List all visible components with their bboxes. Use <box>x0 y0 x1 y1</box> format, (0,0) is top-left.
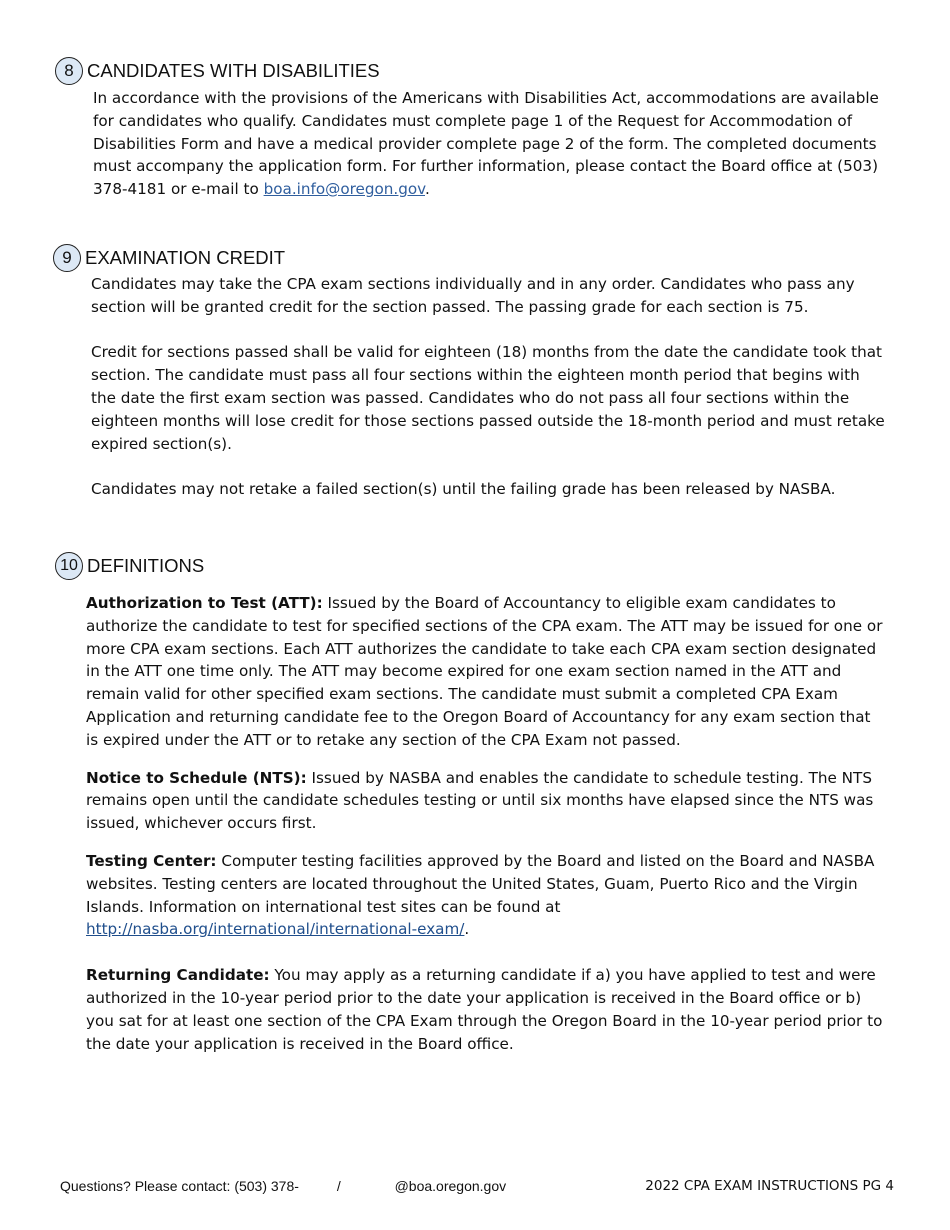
section-9-body <box>91 273 889 501</box>
section-number-badge: 10 <box>55 552 83 580</box>
paragraph-text: In accordance with the provisions of the Americans with Disabilities Act, accommodations are available for candidates who qualify. Candidates must complete page 1 of the Request for Accommodation of Disabilities Form and have a medical provider complete page 2 of the form. The completed documents must accompany the application form. For further information, please contact the Board office at (503) 378-4181 or e-mail to <box>93 89 879 199</box>
footer-email: @boa.oregon.gov <box>394 1178 507 1194</box>
definition-text: Computer testing facilities approved by the Board and listed on the Board and NASBA websites. Testing centers are located throughout the United States, Guam, Puerto Rico and the Virgin Islands. Information on international test sites can be found at <box>86 851 875 916</box>
paragraph: Credit for sections passed shall be valid for eighteen (18) months from the date the candidate took that section. The candidate must pass all four sections within the eighteen month period that begins with the date the first exam section was passed. Candidates who do not pass all four sections within the eighteen months will lose credit for those sections passed outside the 18-month period and must retake expired section(s). <box>91 343 885 453</box>
paragraph <box>93 87 893 201</box>
nasba-international-link[interactable]: http://nasba.org/international/international-exam/ <box>86 920 465 939</box>
punctuation: . <box>464 920 470 939</box>
section-title: EXAMINATION CREDIT <box>85 247 286 268</box>
section-number-badge: 8 <box>55 57 83 85</box>
definition-text: Issued by the Board of Accountancy to eligible exam candidates to authorize the candidate to test for specified sections of the CPA exam. The ATT may be issued for one or more CPA exam sections. Each ATT authorizes the candidate to take each CPA exam section designated in the ATT one time only. The ATT may become expired for one exam section named in the ATT and remain valid for other specified exam sections. The candidate must submit a completed CPA Exam Application and returning candidate fee to the Oregon Board of Accountancy for any exam section that is expired under the ATT or to retake any section of the CPA Exam not passed. <box>86 594 883 749</box>
footer-contact <box>60 1178 506 1194</box>
section-title: DEFINITIONS <box>87 555 205 576</box>
definition-term: Notice to Schedule (NTS): <box>86 768 307 787</box>
definition-text: Issued by NASBA and enables the candidate to schedule testing. The NTS remains open until the candidate schedules testing or until six months have elapsed since the NTS was issued, whichever occurs first. <box>86 768 874 833</box>
footer-page-label: 2022 CPA EXAM INSTRUCTIONS PG 4 <box>645 1178 894 1194</box>
definition-term: Returning Candidate: <box>86 966 270 985</box>
definition-term: Testing Center: <box>86 851 217 870</box>
footer-contact-text: Questions? Please contact: (503) 378- <box>60 1178 299 1194</box>
section-10-heading <box>55 552 204 580</box>
definition-text: You may apply as a returning candidate if a) you have applied to test and were authorized in the 10-year period prior to the date your application is received in the Board office or b) you sat for at least one section of the CPA Exam through the Oregon Board in the 10-year period prior to the date your application is received in the Board office. <box>86 966 883 1053</box>
definition-att <box>86 592 886 752</box>
email-link[interactable]: boa.info@oregon.gov <box>263 180 425 199</box>
section-number-badge: 9 <box>53 244 81 272</box>
footer-slash: / <box>336 1178 341 1194</box>
paragraph: Candidates may take the CPA exam sections individually and in any order. Candidates who pass any section will be granted credit for the section passed. The passing grade for each section is 75. <box>91 275 855 316</box>
definition-returning-candidate <box>86 964 886 1055</box>
section-8-body <box>93 87 893 201</box>
section-8-heading <box>55 57 380 85</box>
definition-nts <box>86 767 886 835</box>
section-9-heading <box>53 244 285 272</box>
definition-term: Authorization to Test (ATT): <box>86 594 323 612</box>
section-10-body <box>86 592 886 1070</box>
punctuation: . <box>425 180 430 199</box>
section-title: CANDIDATES WITH DISABILITIES <box>87 60 380 81</box>
paragraph: Candidates may not retake a failed section(s) until the failing grade has been released by NASBA. <box>91 480 836 499</box>
definition-testing-center <box>86 850 886 941</box>
